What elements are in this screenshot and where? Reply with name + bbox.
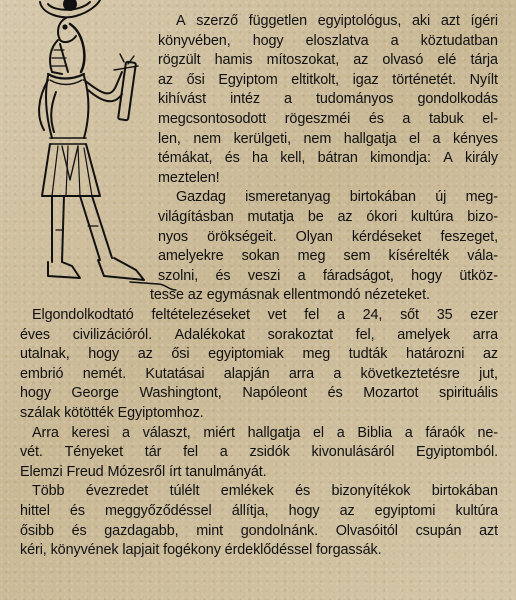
word: meg- — [465, 189, 498, 206]
word: emlékek — [220, 483, 274, 500]
word: Mozartot — [363, 385, 419, 402]
word: rögzült — [158, 52, 201, 69]
word: Olvasóitól — [335, 522, 398, 539]
word: hallgatja — [343, 130, 397, 147]
word: George — [71, 385, 119, 402]
word: kérdéseket — [351, 228, 422, 245]
word: jut, — [479, 365, 498, 382]
word: király — [465, 150, 498, 167]
word: keresi — [71, 424, 110, 441]
word: gondolnánk. — [240, 522, 319, 539]
text-line — [158, 149, 498, 169]
word: mítoszokat, — [266, 52, 340, 69]
word: el — [409, 130, 421, 147]
word: Arra — [32, 424, 59, 441]
word: fel — [183, 444, 198, 461]
word: kísérelték — [388, 248, 450, 265]
word: aki — [412, 13, 431, 29]
word: eloszlatva — [305, 32, 369, 49]
word: meggyőződéssel — [105, 503, 212, 519]
text-line — [20, 502, 498, 522]
word: szolni, — [158, 267, 199, 284]
word: kényes — [452, 130, 498, 147]
word: kimondja: — [370, 150, 431, 167]
word: igaz — [352, 71, 379, 88]
word: spirituális — [439, 385, 498, 402]
word: a — [336, 307, 345, 323]
word: Gazdag — [176, 189, 226, 206]
word: az — [137, 346, 153, 363]
word: 35 — [436, 307, 453, 323]
word: a — [404, 424, 413, 441]
word: hallgatja — [247, 424, 301, 441]
word: egyiptomiak — [208, 346, 284, 363]
word: ókori — [366, 209, 398, 225]
word: fáradságot, — [322, 267, 394, 284]
word: vet — [267, 307, 287, 323]
word: hamis — [214, 52, 253, 69]
text-line: szálak kötötték Egyiptomhoz. — [20, 405, 204, 421]
word: embrió — [20, 365, 64, 382]
word: birtokában — [431, 483, 498, 500]
text-line — [158, 32, 498, 52]
word: sőt — [400, 307, 419, 323]
word: a — [402, 111, 411, 127]
word: elé — [437, 52, 457, 69]
word: Biblia — [357, 424, 392, 441]
word: eltitkolt, — [291, 71, 340, 88]
word: Elgondolkodtató — [32, 307, 134, 323]
text-line — [158, 110, 498, 130]
word: veszi — [247, 267, 281, 284]
word: bátran — [317, 150, 358, 167]
text-line — [158, 267, 498, 287]
word: hogy — [20, 385, 51, 402]
word: új — [435, 189, 447, 206]
word: gazdagabb, — [104, 522, 179, 539]
word: utalnak, — [20, 346, 70, 363]
text-line: tesse az egymásnak ellentmondó nézeteket. — [150, 287, 430, 304]
word: kultúra — [410, 209, 454, 225]
word: és — [327, 385, 343, 402]
word: bizo- — [467, 209, 498, 225]
word: sokan — [241, 248, 280, 265]
word: Napóleont — [242, 385, 308, 402]
text-line: Elemzi Freud Mózesről írt tanulmányát. — [20, 463, 267, 480]
word: tabuk — [428, 111, 464, 127]
text-line — [20, 384, 498, 404]
text-line — [158, 51, 498, 71]
word: Adalékokat — [174, 326, 245, 343]
word: a — [284, 91, 292, 108]
word: választ, — [142, 424, 191, 441]
word: Tényeket — [64, 444, 123, 461]
word: és — [71, 522, 87, 539]
word: be — [307, 209, 324, 225]
word: vét. — [20, 444, 43, 461]
word: A — [176, 13, 186, 29]
word: az — [337, 209, 353, 225]
word: ütköz- — [459, 267, 498, 284]
word: feszeget, — [440, 228, 498, 245]
word: 24, — [362, 307, 383, 323]
word: alapján — [223, 365, 270, 382]
word: hogy — [288, 503, 320, 519]
word: sem — [343, 248, 371, 265]
text-line — [32, 424, 498, 444]
word: Nyílt — [469, 71, 498, 88]
word: világításban — [158, 209, 234, 225]
word: következtetésre — [360, 365, 460, 382]
word: meg — [302, 346, 331, 363]
word: A — [443, 150, 453, 167]
word: ismeretanyag — [245, 189, 331, 206]
word: arra — [472, 326, 498, 343]
word: ne- — [477, 424, 498, 441]
text-line — [20, 522, 498, 542]
word: ha — [252, 150, 268, 167]
text-line: kéri, könyvének lapjait fogékony érdeklődéssel forgassák. — [20, 542, 382, 559]
text-line — [176, 12, 498, 32]
word: vála- — [467, 248, 498, 265]
word: egyiptomi — [374, 503, 436, 519]
word: a — [333, 365, 342, 382]
word: kell, — [280, 150, 306, 167]
word: olvasó — [382, 52, 424, 69]
text-line — [176, 188, 498, 208]
word: szerző — [196, 13, 239, 29]
word: len, — [158, 130, 181, 147]
text-line — [20, 365, 498, 385]
word: ősi — [186, 71, 205, 88]
thoth-figure-illustration — [18, 0, 178, 300]
word: feltételezéseket — [151, 307, 250, 323]
word: fáraók — [425, 424, 465, 441]
word: arra — [288, 365, 315, 382]
word: rögeszméi — [284, 111, 351, 127]
word: Kutatásai — [145, 365, 205, 382]
word: ősi — [171, 346, 190, 363]
word: Egyiptomból. — [416, 444, 498, 461]
text-line — [20, 345, 498, 365]
text-line — [20, 443, 498, 463]
word: hogy — [411, 267, 442, 284]
word: és — [224, 150, 240, 167]
word: kihívást — [158, 91, 206, 108]
text-line — [20, 326, 498, 346]
word: nyos — [158, 228, 188, 245]
word: mint — [196, 522, 223, 539]
word: kivonulásáról — [311, 444, 395, 461]
text-line — [32, 482, 498, 502]
text-line — [158, 71, 498, 91]
text-line — [158, 247, 498, 267]
word: ígéri — [470, 13, 498, 29]
word: a — [336, 424, 345, 441]
word: tárja — [470, 52, 498, 69]
word: hittel — [20, 503, 50, 519]
word: témákat, — [158, 150, 213, 167]
word: a — [390, 32, 399, 49]
word: fel, — [355, 326, 375, 343]
word: és — [215, 267, 231, 284]
text-line — [158, 208, 498, 228]
text-line — [158, 90, 498, 110]
word: hogy — [252, 32, 284, 49]
word: és — [69, 503, 85, 519]
word: túlélt — [169, 483, 200, 500]
word: egyiptológus, — [317, 13, 402, 29]
word: Több — [32, 483, 65, 500]
word: az — [353, 52, 369, 69]
word: nem — [303, 130, 332, 147]
text-line: meztelen! — [158, 169, 220, 186]
word: mutatja — [247, 209, 294, 225]
word: köztudatban — [420, 32, 498, 49]
word: zsidók — [249, 444, 290, 461]
word: a — [219, 444, 228, 461]
word: kultúra — [455, 503, 498, 519]
word: fel — [304, 307, 320, 323]
text-line — [158, 130, 498, 150]
word: az — [482, 346, 498, 363]
word: független — [248, 13, 308, 29]
text-line — [32, 306, 498, 326]
word: és — [295, 483, 311, 500]
word: bizonyítékok — [331, 483, 411, 500]
word: évezredet — [85, 483, 149, 500]
word: ezer — [470, 307, 498, 323]
word: civilizációról. — [72, 326, 152, 343]
word: birtokában — [349, 189, 416, 206]
word: el — [313, 424, 325, 441]
word: intéz — [230, 91, 260, 108]
word: tudományos — [316, 91, 394, 108]
word: megcsontosodott — [158, 111, 267, 127]
word: könyvében, — [158, 32, 231, 49]
word: tár — [144, 444, 162, 461]
word: határozni — [406, 346, 465, 363]
word: azt — [440, 13, 460, 29]
word: a — [432, 130, 441, 147]
word: állítja, — [231, 503, 269, 519]
word: örökségeit. — [207, 228, 277, 245]
word: a — [297, 267, 306, 284]
word: sorakoztat — [267, 326, 333, 343]
word: amelyekre — [158, 248, 224, 265]
word: hogy — [88, 346, 120, 363]
word: amelyek — [397, 326, 451, 343]
word: miért — [203, 424, 235, 441]
word: Washingtont, — [139, 385, 222, 402]
word: éves — [20, 326, 50, 343]
word: gondolkodás — [417, 91, 498, 108]
text-line — [158, 228, 498, 248]
word: nem — [193, 130, 222, 147]
word: csupán — [415, 522, 462, 539]
word: Olyan — [295, 228, 333, 245]
word: Egyiptom — [218, 71, 278, 88]
word: el- — [482, 111, 498, 127]
word: a — [122, 424, 130, 441]
word: kerülgeti, — [233, 130, 291, 147]
word: ősibb — [20, 522, 54, 539]
word: tudták — [348, 346, 388, 363]
word: az — [158, 71, 173, 88]
word: nemét. — [82, 365, 127, 382]
word: azt — [479, 522, 498, 539]
word: történetét. — [392, 71, 456, 88]
word: meg — [297, 248, 326, 265]
word: az — [339, 503, 355, 519]
word: és — [368, 111, 384, 127]
